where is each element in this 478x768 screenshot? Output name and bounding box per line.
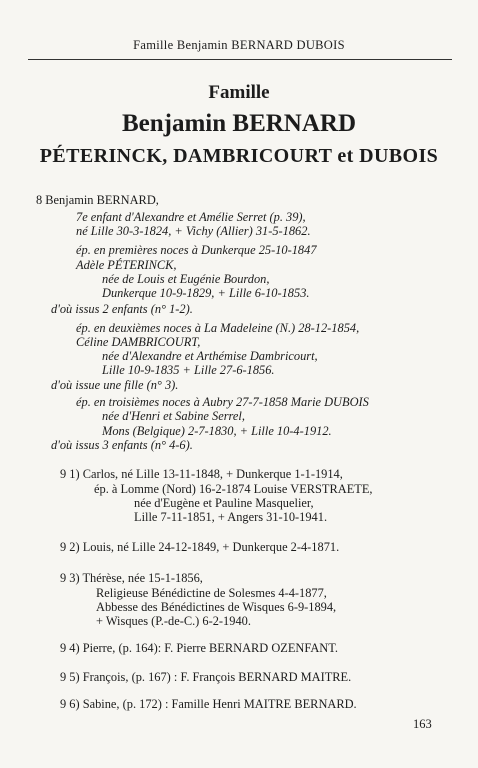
- entry-line: Mons (Belgique) 2-7-1830, + Lille 10-4-1912.: [102, 424, 332, 438]
- entry-line: d'où issus 3 enfants (n° 4-6).: [51, 438, 193, 452]
- entry-line: née de Louis et Eugénie Bourdon,: [102, 272, 270, 286]
- entry-line: Céline DAMBRICOURT,: [76, 335, 201, 349]
- title-famille: Famille: [208, 82, 270, 103]
- entry-line: d'où issue une fille (n° 3).: [51, 378, 179, 392]
- entry-line: 7e enfant d'Alexandre et Amélie Serret (p. 39),: [76, 210, 306, 224]
- entry-line: d'où issus 2 enfants (n° 1-2).: [51, 302, 193, 316]
- entry-line: Dunkerque 10-9-1829, + Lille 6-10-1853.: [102, 286, 310, 300]
- child-entry: 9 3) Thérèse, née 15-1-1856,: [60, 571, 203, 585]
- entry-line: né Lille 30-3-1824, + Vichy (Allier) 31-5-1862.: [76, 224, 311, 238]
- entry-line: Adèle PÉTERINCK,: [76, 258, 177, 272]
- entry-line: née d'Henri et Sabine Serrel,: [102, 409, 245, 423]
- title-name: Benjamin BERNARD: [121, 110, 357, 137]
- child-entry: 9 6) Sabine, (p. 172) : Famille Henri MAITRE BERNARD.: [60, 697, 357, 711]
- entry-line: née d'Alexandre et Arthémise Dambricourt,: [102, 349, 318, 363]
- child-entry: 9 4) Pierre, (p. 164): F. Pierre BERNARD OZENFANT.: [60, 641, 338, 655]
- page-number: 163: [413, 717, 432, 731]
- entry-line: Lille 10-9-1835 + Lille 27-6-1856.: [102, 363, 275, 377]
- title-alliances: PÉTERINCK, DAMBRICOURT et DUBOIS: [39, 145, 439, 167]
- child-entry: 9 2) Louis, né Lille 24-12-1849, + Dunkerque 2-4-1871.: [60, 540, 340, 554]
- entry-line: ép. en deuxièmes noces à La Madeleine (N.) 28-12-1854,: [76, 321, 360, 335]
- child-entry: + Wisques (P.-de-C.) 6-2-1940.: [96, 614, 251, 628]
- entry-line: ép. en troisièmes noces à Aubry 27-7-1858 Marie DUBOIS: [76, 395, 369, 409]
- child-entry: née d'Eugène et Pauline Masquelier,: [134, 496, 314, 510]
- child-entry: Religieuse Bénédictine de Solesmes 4-4-1877,: [96, 586, 327, 600]
- child-entry: ép. à Lomme (Nord) 16-2-1874 Louise VERSTRAETE,: [94, 482, 373, 496]
- child-entry: 9 1) Carlos, né Lille 13-11-1848, + Dunkerque 1-1-1914,: [60, 467, 343, 481]
- entry-line: 8 Benjamin BERNARD,: [36, 193, 159, 207]
- header-rule: [28, 59, 452, 60]
- child-entry: 9 5) François, (p. 167) : F. François BERNARD MAITRE.: [60, 670, 352, 684]
- child-entry: Abbesse des Bénédictines de Wisques 6-9-1894,: [96, 600, 337, 614]
- child-entry: Lille 7-11-1851, + Angers 31-10-1941.: [134, 510, 328, 524]
- entry-line: ép. en premières noces à Dunkerque 25-10-1847: [76, 243, 317, 257]
- running-head: Famille Benjamin BERNARD DUBOIS: [133, 38, 345, 52]
